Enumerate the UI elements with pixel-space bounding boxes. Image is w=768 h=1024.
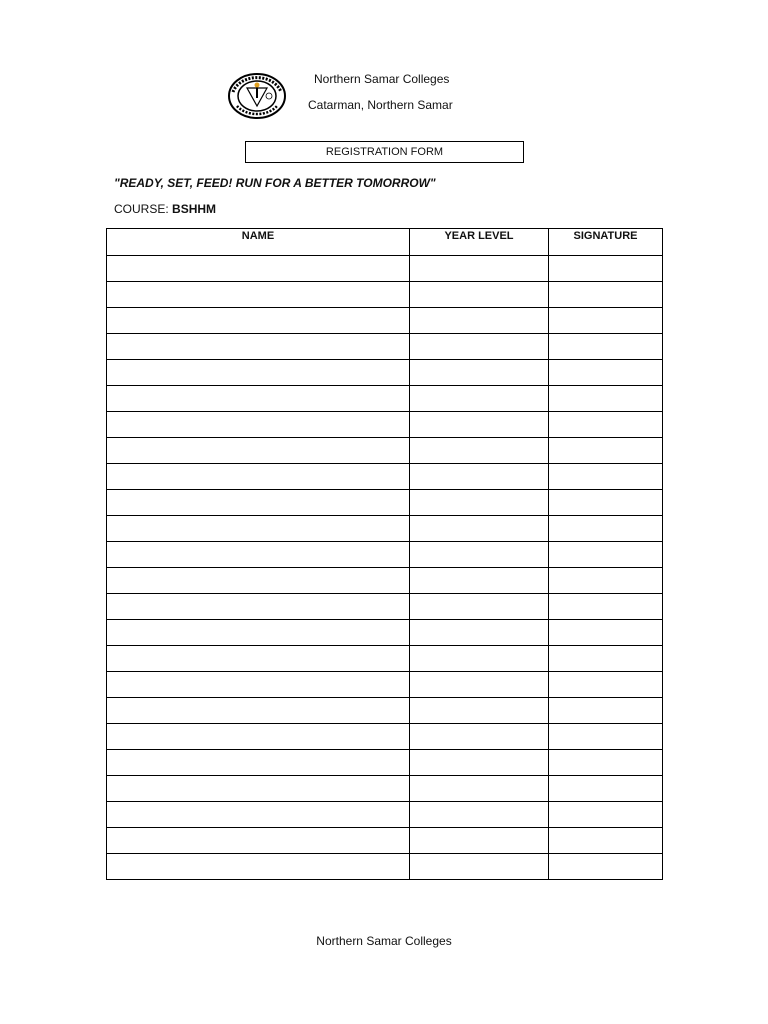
- table-row: [107, 854, 663, 880]
- table-row: [107, 256, 663, 282]
- signature-cell[interactable]: [549, 516, 663, 542]
- name-cell[interactable]: [107, 724, 410, 750]
- signature-cell[interactable]: [549, 360, 663, 386]
- year-level-cell[interactable]: [410, 490, 549, 516]
- name-cell[interactable]: [107, 334, 410, 360]
- signature-cell[interactable]: [549, 828, 663, 854]
- school-name: Northern Samar Colleges: [314, 72, 450, 86]
- signature-cell[interactable]: [549, 698, 663, 724]
- footer-school-name: Northern Samar Colleges: [316, 934, 452, 948]
- column-header-year-level: YEAR LEVEL: [410, 229, 549, 256]
- table-row: [107, 386, 663, 412]
- column-header-signature: SIGNATURE: [549, 229, 663, 256]
- table-row: [107, 360, 663, 386]
- table-row: [107, 334, 663, 360]
- name-cell[interactable]: [107, 802, 410, 828]
- name-cell[interactable]: [107, 828, 410, 854]
- school-seal-logo: [227, 72, 287, 120]
- year-level-cell[interactable]: [410, 412, 549, 438]
- table-header-row: [107, 229, 663, 256]
- name-cell[interactable]: [107, 750, 410, 776]
- course-line: [114, 202, 216, 216]
- table-row: [107, 594, 663, 620]
- signature-cell[interactable]: [549, 802, 663, 828]
- form-title-box: [245, 141, 524, 163]
- name-cell[interactable]: [107, 594, 410, 620]
- year-level-cell[interactable]: [410, 828, 549, 854]
- signature-cell[interactable]: [549, 594, 663, 620]
- table-row: [107, 438, 663, 464]
- signature-cell[interactable]: [549, 282, 663, 308]
- signature-cell[interactable]: [549, 256, 663, 282]
- table-row: [107, 828, 663, 854]
- name-cell[interactable]: [107, 360, 410, 386]
- table-row: [107, 490, 663, 516]
- table-row: [107, 464, 663, 490]
- name-cell[interactable]: [107, 698, 410, 724]
- name-cell[interactable]: [107, 776, 410, 802]
- name-cell[interactable]: [107, 308, 410, 334]
- year-level-cell[interactable]: [410, 620, 549, 646]
- form-title: REGISTRATION FORM: [325, 146, 444, 158]
- name-cell[interactable]: [107, 386, 410, 412]
- table-row: [107, 802, 663, 828]
- signature-cell[interactable]: [549, 464, 663, 490]
- name-cell[interactable]: [107, 646, 410, 672]
- table-row: [107, 412, 663, 438]
- table-row: [107, 750, 663, 776]
- signature-cell[interactable]: [549, 542, 663, 568]
- table-row: [107, 516, 663, 542]
- signature-cell[interactable]: [549, 438, 663, 464]
- year-level-cell[interactable]: [410, 594, 549, 620]
- name-cell[interactable]: [107, 438, 410, 464]
- year-level-cell[interactable]: [410, 802, 549, 828]
- year-level-cell[interactable]: [410, 334, 549, 360]
- name-cell[interactable]: [107, 412, 410, 438]
- table-row: [107, 308, 663, 334]
- year-level-cell[interactable]: [410, 438, 549, 464]
- year-level-cell[interactable]: [410, 724, 549, 750]
- school-location: Catarman, Northern Samar: [308, 98, 453, 112]
- signature-cell[interactable]: [549, 854, 663, 880]
- table-row: [107, 698, 663, 724]
- year-level-cell[interactable]: [410, 672, 549, 698]
- year-level-cell[interactable]: [410, 516, 549, 542]
- table-row: [107, 568, 663, 594]
- year-level-cell[interactable]: [410, 854, 549, 880]
- name-cell[interactable]: [107, 542, 410, 568]
- table-row: [107, 542, 663, 568]
- name-cell[interactable]: [107, 282, 410, 308]
- year-level-cell[interactable]: [410, 750, 549, 776]
- year-level-cell[interactable]: [410, 282, 549, 308]
- year-level-cell[interactable]: [410, 646, 549, 672]
- signature-cell[interactable]: [549, 646, 663, 672]
- name-cell[interactable]: [107, 568, 410, 594]
- table-row: [107, 724, 663, 750]
- table-row: [107, 672, 663, 698]
- course-value: BSHHM: [172, 202, 217, 216]
- year-level-cell[interactable]: [410, 776, 549, 802]
- course-label: COURSE:: [114, 202, 169, 216]
- registration-table: [106, 228, 663, 880]
- year-level-cell[interactable]: [410, 256, 549, 282]
- name-cell[interactable]: [107, 256, 410, 282]
- year-level-cell[interactable]: [410, 542, 549, 568]
- table-row: [107, 620, 663, 646]
- signature-cell[interactable]: [549, 412, 663, 438]
- signature-cell[interactable]: [549, 334, 663, 360]
- signature-cell[interactable]: [549, 308, 663, 334]
- table-row: [107, 646, 663, 672]
- signature-cell[interactable]: [549, 724, 663, 750]
- year-level-cell[interactable]: [410, 464, 549, 490]
- signature-cell[interactable]: [549, 750, 663, 776]
- year-level-cell[interactable]: [410, 386, 549, 412]
- name-cell[interactable]: [107, 672, 410, 698]
- signature-cell[interactable]: [549, 672, 663, 698]
- slogan: "READY, SET, FEED! RUN FOR A BETTER TOMORROW": [114, 176, 436, 190]
- table-row: [107, 776, 663, 802]
- year-level-cell[interactable]: [410, 360, 549, 386]
- year-level-cell[interactable]: [410, 308, 549, 334]
- name-cell[interactable]: [107, 620, 410, 646]
- year-level-cell[interactable]: [410, 698, 549, 724]
- year-level-cell[interactable]: [410, 568, 549, 594]
- name-cell[interactable]: [107, 464, 410, 490]
- column-header-name: NAME: [107, 229, 410, 256]
- signature-cell[interactable]: [549, 490, 663, 516]
- name-cell[interactable]: [107, 490, 410, 516]
- name-cell[interactable]: [107, 516, 410, 542]
- signature-cell[interactable]: [549, 620, 663, 646]
- name-cell[interactable]: [107, 854, 410, 880]
- signature-cell[interactable]: [549, 776, 663, 802]
- table-row: [107, 282, 663, 308]
- signature-cell[interactable]: [549, 568, 663, 594]
- signature-cell[interactable]: [549, 386, 663, 412]
